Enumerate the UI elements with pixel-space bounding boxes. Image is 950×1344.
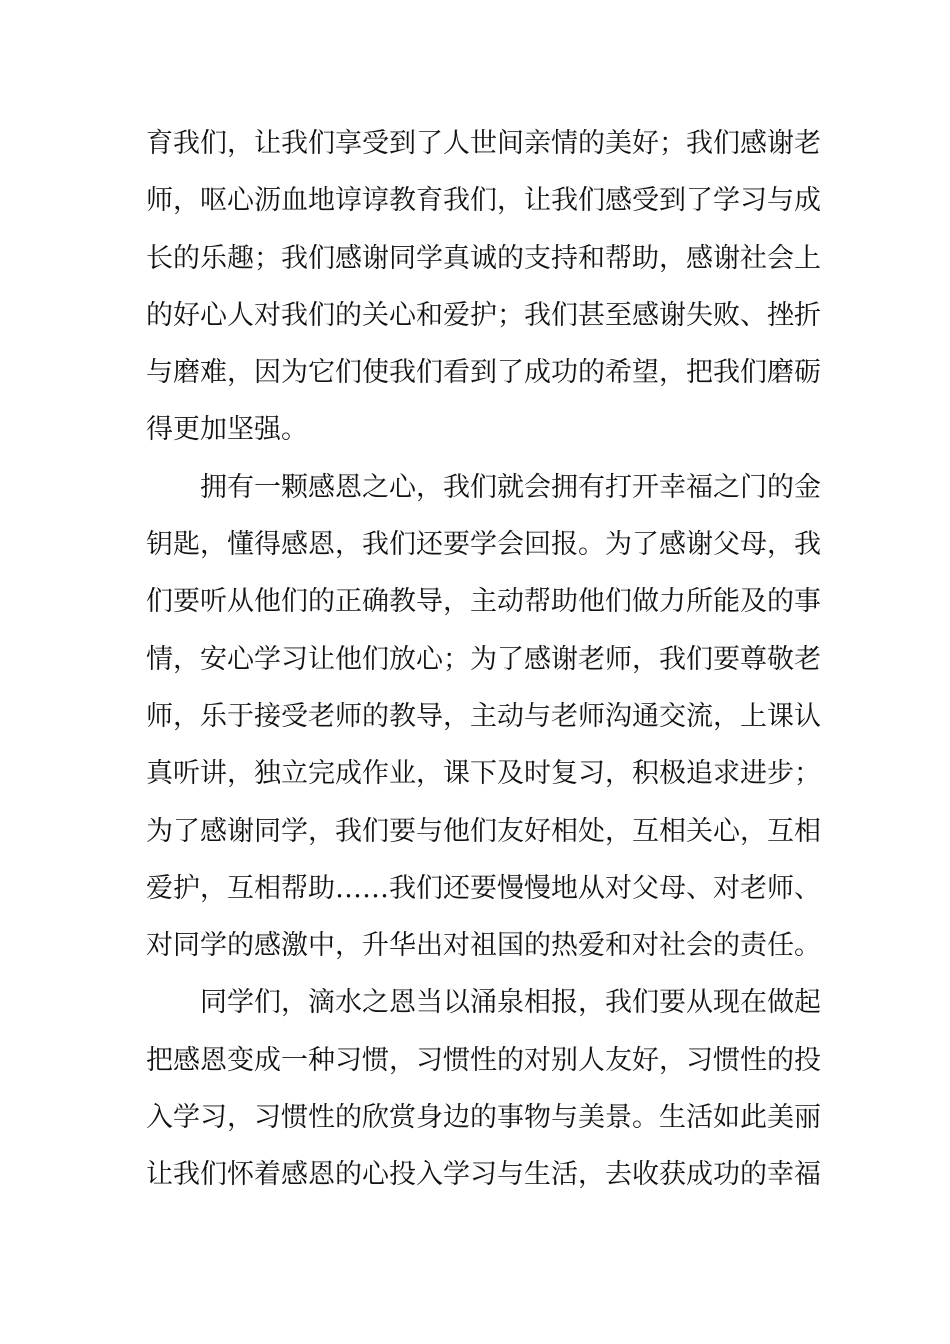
text-line: 得更加坚强。: [146, 414, 308, 446]
text-line: 把感恩变成一种习惯，习惯性的对别人友好，习惯性的投: [146, 1044, 821, 1076]
text-line: 拥有一颗感恩之心，我们就会拥有打开幸福之门的金: [200, 471, 821, 503]
text-line: 与磨难，因为它们使我们看到了成功的希望，把我们磨砺: [146, 357, 821, 389]
text-line: 育我们，让我们享受到了人世间亲情的美好；我们感谢老: [146, 128, 821, 159]
paragraph-1: [146, 115, 821, 459]
text-line: 为了感谢同学，我们要与他们友好相处，互相关心，互相: [146, 815, 821, 847]
text-line: 的好心人对我们的关心和爱护；我们甚至感谢失败、挫折: [146, 299, 821, 331]
text-line: 爱护，互相帮助……我们还要慢慢地从对父母、对老师、: [146, 872, 821, 904]
text-line: 入学习，习惯性的欣赏身边的事物与美景。生活如此美丽: [146, 1102, 821, 1134]
text-line: 们要听从他们的正确教导，主动帮助他们做力所能及的事: [146, 586, 821, 618]
text-line: 师，乐于接受老师的教导，主动与老师沟通交流，上课认: [146, 700, 821, 732]
paragraph-3: [146, 974, 821, 1203]
text-line: 长的乐趣；我们感谢同学真诚的支持和帮助，感谢社会上: [146, 242, 821, 274]
text-line: 钥匙，懂得感恩，我们还要学会回报。为了感谢父母，我: [146, 529, 821, 561]
text-line: 让我们怀着感恩的心投入学习与生活，去收获成功的幸福: [146, 1159, 821, 1191]
text-line: 对同学的感激中，升华出对祖国的热爱和对社会的责任。: [146, 930, 821, 962]
paragraph-2: [146, 459, 821, 975]
text-line: 师，呕心沥血地谆谆教育我们，让我们感受到了学习与成: [146, 185, 821, 217]
body-text: [146, 115, 821, 1204]
text-line: 同学们，滴水之恩当以涌泉相报，我们要从现在做起: [200, 987, 821, 1019]
text-line: 真听讲，独立完成作业，课下及时复习，积极追求进步；: [146, 758, 821, 790]
text-line: 情，安心学习让他们放心；为了感谢老师，我们要尊敬老: [146, 643, 821, 675]
